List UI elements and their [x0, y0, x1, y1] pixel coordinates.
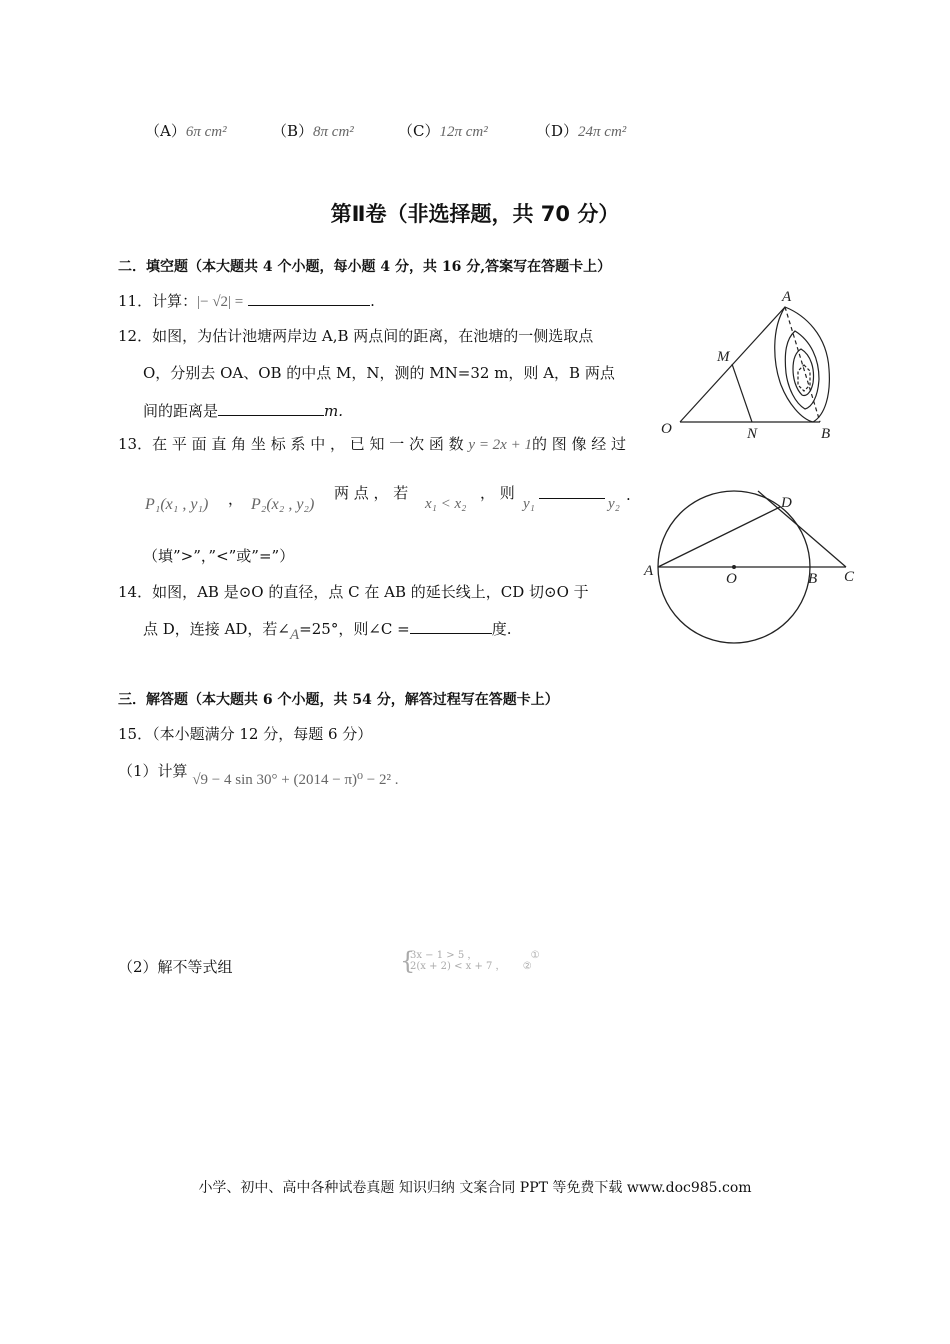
q15-part2-label: （2）解不等式组	[118, 958, 233, 976]
q14-line2	[143, 618, 512, 643]
q13-line1	[118, 433, 626, 454]
q14-angle-var: A	[290, 627, 300, 643]
fig2-label-D: D	[781, 495, 792, 511]
pond-outline-mid	[785, 331, 819, 409]
q15-part1-expression: √9 − 4 sin 30° + (2014 − π)⁰ − 2² .	[192, 772, 399, 788]
choice-d-label: （D）	[536, 122, 579, 140]
q14-answer-blank	[410, 619, 492, 634]
brace-icon: {	[400, 947, 416, 975]
pond-figure	[655, 283, 855, 443]
q13-mid: 两 点 ， 若	[334, 484, 409, 502]
q14-line1-text: 如图，AB 是⊙O 的直径，点 C 在 AB 的延长线上，CD 切⊙O 于	[152, 583, 589, 601]
q13-condition: x₁ < x₂	[425, 496, 467, 512]
line-AD	[658, 507, 780, 567]
system-eq-2: 2(x + 2) < x + 7 ，	[410, 961, 506, 972]
system-tag-1: ①	[530, 950, 540, 961]
q13-hint: （填”>”，”<”或”=”）	[143, 547, 295, 565]
q13-end: .	[626, 486, 631, 504]
fig1-label-O: O	[661, 421, 672, 437]
q13-number: 13．	[118, 435, 153, 453]
choice-d	[536, 120, 626, 141]
fig1-label-N: N	[747, 426, 758, 442]
section3-header: 三．解答题（本大题共 6 个小题，共 54 分，解答过程写在答题卡上）	[118, 692, 559, 708]
q13-then: ， 则	[480, 484, 515, 502]
circle-figure	[638, 483, 868, 648]
q12-line1-text: 如图，为估计池塘两岸边 A,B 两点间的距离，在池塘的一侧选取点	[152, 327, 594, 345]
q15-number: 15．	[118, 725, 153, 743]
fig1-label-M: M	[717, 349, 730, 365]
q11-text: 计算：	[152, 292, 198, 310]
q12-line3	[143, 400, 343, 421]
q12-line3-post: m.	[324, 402, 344, 420]
q12-answer-blank	[218, 401, 324, 416]
q14-line2-post: 度.	[491, 620, 512, 638]
choice-c	[398, 120, 488, 141]
system-row-1	[410, 950, 540, 961]
q15-desc: （本小题满分 12 分，每题 6 分）	[152, 725, 373, 743]
q15-heading	[118, 723, 372, 744]
q12-line3-pre: 间的距离是	[143, 402, 219, 420]
choice-d-value: 24π cm²	[578, 124, 627, 140]
choice-b	[272, 120, 354, 141]
q11-answer-blank	[248, 291, 370, 306]
center-point	[732, 565, 736, 569]
q13-p2: P₂(x₂ , y₂)	[251, 496, 315, 513]
q13-p1: P₁(x₁ , y₁)	[145, 496, 209, 513]
q13-line1-pre: 在 平 面 直 角 坐 标 系 中 ， 已 知 一 次 函 数	[152, 435, 464, 453]
choice-b-value: 8π cm²	[313, 124, 354, 140]
fig1-label-B: B	[821, 426, 831, 442]
fig2-label-O: O	[726, 571, 737, 587]
choice-a-value: 6π cm²	[185, 124, 227, 140]
choice-a-label: （A）	[145, 122, 186, 140]
system-row-2	[410, 961, 540, 972]
q13-line1-post: 的 图 像 经 过	[531, 435, 627, 453]
line-MN	[732, 364, 752, 422]
q14-number: 14．	[118, 583, 153, 601]
q11-number: 11．	[118, 292, 153, 310]
choice-c-label: （C）	[398, 122, 440, 140]
choice-b-label: （B）	[272, 122, 314, 140]
fig2-label-C: C	[844, 569, 855, 585]
q13-answer-blank-wrap	[539, 484, 605, 503]
tangent-CD	[758, 491, 846, 567]
q12-line1	[118, 325, 593, 346]
fig1-label-A: A	[782, 289, 792, 305]
q12-number: 12．	[118, 327, 153, 345]
question-11: 11．计算：|− √2| = .	[118, 292, 375, 310]
q14-line2-mid: =25°，则∠C =	[299, 620, 410, 638]
system-eq-1: 3x − 1 > 5 ，	[410, 950, 478, 961]
choice-c-value: 12π cm²	[439, 124, 488, 140]
q13-answer-blank	[539, 484, 605, 499]
q13-function: y = 2x + 1	[468, 437, 532, 453]
q13-comma1: ，	[228, 490, 244, 508]
q15-part1-label: （1）计算	[118, 762, 188, 780]
page-footer: 小学、初中、高中各种试卷真题 知识归纳 文案合同 PPT 等免费下载 www.doc985.com	[198, 1180, 752, 1196]
fig2-label-B: B	[808, 571, 818, 587]
q15-part1	[118, 760, 399, 788]
choice-a	[145, 120, 227, 141]
q11-expression: |− √2| =	[197, 294, 244, 310]
fig2-label-A: A	[644, 563, 654, 579]
line-AB-dashed	[785, 307, 820, 422]
q14-line2-pre: 点 D，连接 AD，若∠	[143, 620, 290, 638]
system-tag-2: ②	[522, 961, 532, 972]
q12-line2: O，分别去 OA、OB 的中点 M，N，测的 MN=32 m，则 A，B 两点	[143, 364, 615, 382]
q13-y2: y₂	[608, 496, 620, 512]
section2-header: 二．填空题（本大题共 4 个小题，每小题 4 分，共 16 分,答案写在答题卡上）	[118, 259, 612, 275]
part-title: 第Ⅱ卷（非选择题，共 70 分）	[330, 202, 620, 226]
q14-line1	[118, 581, 589, 602]
q15-inequality-system	[400, 947, 540, 975]
q13-y1: y₁	[523, 496, 535, 512]
